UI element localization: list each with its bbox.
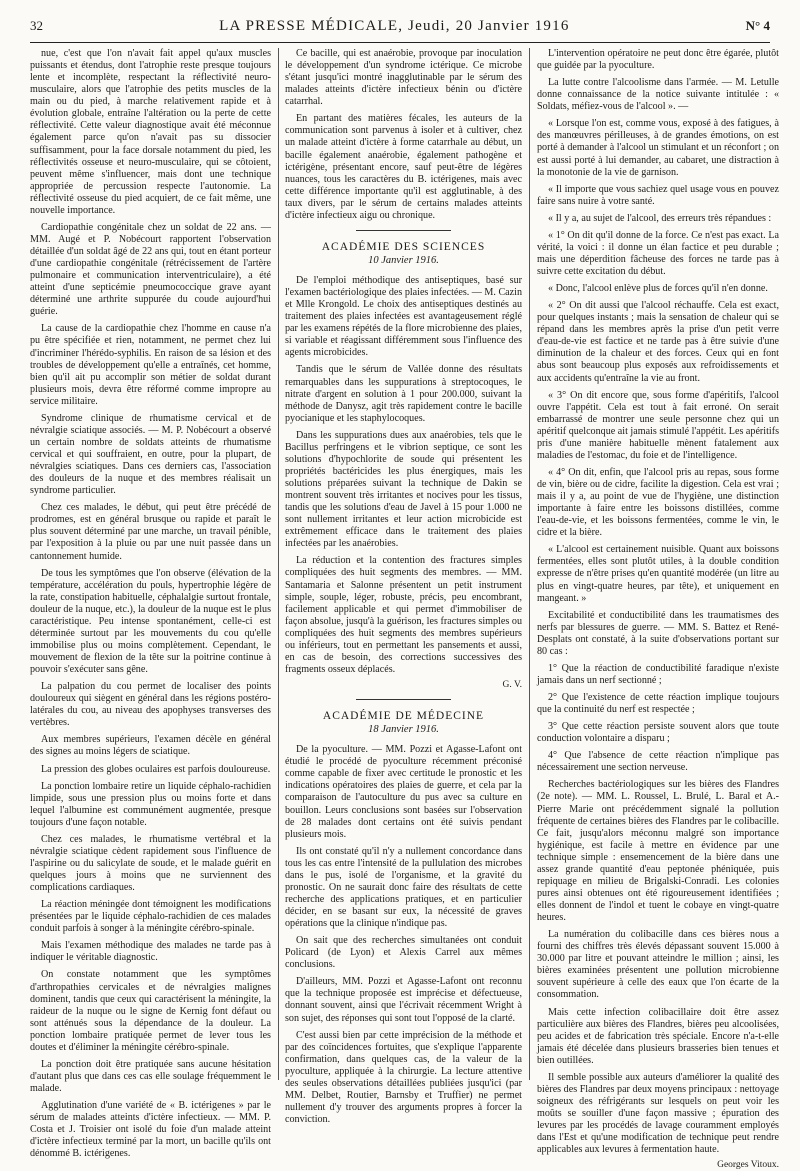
newspaper-title: LA PRESSE MÉDICALE, Jeudi, 20 Janvier 1916 xyxy=(219,18,570,34)
article-paragraph: Mais cette infection colibacillaire doit être assez particulière aux bières des Flandres, bières peu alcoolisées, peu acides et de fabrication très spéciale. Encore n'a-t-elle jamais été décelée dans plusieurs brasseries bien tenues et bien outillées. xyxy=(537,1006,779,1066)
article-paragraph: 4° Que l'absence de cette réaction n'implique pas nécessairement une section nerveuse. xyxy=(537,750,779,774)
article-paragraph: On constate notamment que les symptômes d'arthropathies cervicales et de névralgies malignes dominent, tandis que ceux qui caractérisent la méningite, la raideur de la nuque ou le signe de Kernig font défaut ou sont atténués sous la dépendance de la douleur. La ponction lombaire pratiquée permet de lever tous les doutes et d'éliminer la méningite cérébro-spinale. xyxy=(30,969,271,1053)
report-paragraph: De la pyoculture. — MM. Pozzi et Agasse-Lafont ont étudié le procédé de pyoculture récemment préconisé comme capable de fixer avec certitude le pronostic et les indications opératoires des plaies de guerre, et cela par la comparaison de l'autoculture du pus avec sa culture en bouillon. Leurs conclusions sont basées sur l'observation de 28 malades dont certains ont été suivis pendant plusieurs mois. xyxy=(285,744,522,840)
article-paragraph: Excitabilité et conductibilité dans les traumatismes des nerfs par blessures de guerre. — MM. S. Battez et René-Desplats ont constaté, à la suite d'observations portant sur 80 cas : xyxy=(537,609,779,657)
section-heading-sciences: ACADÉMIE DES SCIENCES xyxy=(321,240,486,253)
report-paragraph: D'ailleurs, MM. Pozzi et Agasse-Lafont ont reconnu que la technique proposée est imprécise et défectueuse, donnant souvent, ainsi que l'écrivait récemment Wright à son sujet, des réponses qui sont tout l'opposé de la clarté. xyxy=(285,976,522,1024)
article-paragraph: La ponction doit être pratiquée sans aucune hésitation d'autant plus que dans ces cas elle soulage fréquemment le malade. xyxy=(30,1058,271,1094)
column-2-continuation xyxy=(285,48,522,222)
medecine-reports xyxy=(285,744,522,1126)
article-paragraph: Il semble possible aux auteurs d'améliorer la qualité des bières des Flandres par deux moyens principaux : nettoyage soigneux des réfrigérants sur lesquels on peut voir les moûts se souiller d'une façon massive ; épuration des levures par les procédés de lavage couramment employés dans l'Est et qu'une modification de technique peut rendre applicables aux levures à fermentation haute. xyxy=(537,1071,779,1156)
article-paragraph: Ce bacille, qui est anaérobie, provoque par inoculation le développement d'un syndrome ictérique. Ce microbe s'étant jusqu'ici montré inagglutinable par le sérum des malades atteints d'ictère infectieux bénin ou d'ictère catarrhal. xyxy=(285,48,522,108)
article-paragraph: Agglutination d'une variété de « B. ictérigenes » par le sérum de malades atteints d'ictère infectieux. — MM. P. Costa et J. Troisier ont isolé du foie d'un malade atteint d'ictère infectieux terminé par la mort, un bacille qu'ils ont dénommé B. ictérigenes. xyxy=(30,1100,271,1160)
section-rule xyxy=(356,230,451,231)
report-paragraph: On sait que des recherches simultanées ont conduit Policard (de Lyon) et Alexis Carrel aux mêmes conclusions. xyxy=(285,935,522,971)
article-paragraph: « L'alcool est certainement nuisible. Quant aux boissons fermentées, elles sont plutôt utiles, à la double condition expresse de n'être prises qu'en quantité modérée (un litre au plus en vingt-quatre heures, par tête), et uniquement en mangeant. » xyxy=(537,544,779,604)
article-paragraph: 2° Que l'existence de cette réaction implique toujours que la continuité du nerf est respectée ; xyxy=(537,692,779,716)
article-paragraph: « 2° On dit aussi que l'alcool réchauffe. Cela est exact, pour quelques instants ; mais la sensation de chaleur qui se répand dans les membres après la prise d'un petit verre d'eau-de-vie est factice et ne tarde pas à être suivie d'une diminution de la chaleur et des forces. Ceux qui en font abus sont beaucoup plus exposés aux refroidissements et aux accidents qu'entraîne la vie au front. xyxy=(537,300,779,384)
article-paragraph: La cause de la cardiopathie chez l'homme en cause n'a pu être spécifiée et rien, notamment, ne permet chez lui d'incriminer l'hérédo-syphilis. En raison de sa lésion et des troubles de développement qu'elle a entraînés, cet homme, bien qu'il ait pu accomplir son métier de soldat durant plusieurs mois, devra être réformé comme impropre au service militaire. xyxy=(30,323,271,407)
section-date-sciences: 10 Janvier 1916. xyxy=(368,254,439,266)
author-signature: Georges Vitoux. xyxy=(717,1160,779,1171)
article-paragraph: Recherches bactériologiques sur les bières des Flandres (2e note). — MM. L. Roussel, L. Brulé, L. Baral et A.-Pierre Marie ont précédemment signalé la pollution fréquente de certaines bières des Flandres par le colibacille. Ce fait, jusqu'alors méconnu malgré son importance hygiénique, est facile à mettre en évidence par une technique simple : ensemencement de la bière dans une assez grande quantité d'eau peptonée phéniquée, puis repiquage en milieu de Brigalski-Conradi. Les colonies pures ainsi obtenues ont été rigoureusement identifiées ; elles donnent de l'indol et tuent le cobaye en vingt-quatre heures. xyxy=(537,779,779,924)
article-paragraph: « 4° On dit, enfin, que l'alcool pris au repas, sous forme de vin, bière ou de cidre, facilite la digestion. Cela est vrai ; mais il y a, au point de vue de l'hygiène, une distinction importante à faire entre les boissons distillées, comme l'eau-de-vie, et les boissons fermentées, comme le vin, le cidre et la bière. xyxy=(537,466,779,539)
article-paragraph: Mais l'examen méthodique des malades ne tarde pas à indiquer le véritable diagnostic. xyxy=(30,940,271,964)
article-paragraph: 1° Que la réaction de conductibilité faradique n'existe jamais dans un nerf sectionné ; xyxy=(537,662,779,686)
column-divider xyxy=(529,48,530,1080)
sciences-reports xyxy=(285,275,522,676)
article-paragraph: La lutte contre l'alcoolisme dans l'armée. — M. Letulle donne connaissance de la notice suivante intitulée : « Soldats, méfiez-vous de l'alcool ». — xyxy=(537,77,779,113)
article-paragraph: Aux membres supérieurs, l'examen décèle en général des signes au moins légers de sciatique. xyxy=(30,734,271,758)
section-rule xyxy=(356,699,451,700)
article-paragraph: La pression des globes oculaires est parfois douloureuse. xyxy=(41,763,271,775)
page-number: 32 xyxy=(30,18,43,33)
article-paragraph: « 3° On dit encore que, sous forme d'apéritifs, l'alcool ouvre l'appétit. Cela est tout à fait erroné. On serait embarrassé de montrer une seule personne chez qui un apéritif quelconque ait jamais stimulé l'appétit. Les apéritifs pris d'une manière habituelle mènent fatalement aux maladies de l'estomac, du foie et de l'intelligence. xyxy=(537,389,779,461)
column-3 xyxy=(537,48,779,1171)
section-heading-medecine: ACADÉMIE DE MÉDECINE xyxy=(322,710,485,723)
report-paragraph: De l'emploi méthodique des antiseptiques, basé sur l'examen bactériologique des plaies infectées. — M. Cazin et Mlle Krongold. Le choix des antiseptiques destinés au traitement des plaies infectées est avantageusement réglé par les examens répétés de la flore microbienne des plaies, si variable et réagissant différemment sous l'influence des agents microbicides. xyxy=(285,275,522,359)
signature-initials: G. V. xyxy=(502,680,522,690)
article-paragraph: Chez ces malades, le début, qui peut être précédé de prodromes, est en général brusque ou rapide et paraît le plus souvent déterminé par une marche, un travail pénible, par l'exposition à la pluie ou par une nuit passée dans un cantonnement humide. xyxy=(30,502,271,562)
article-paragraph: 3° Que cette réaction persiste souvent alors que toute conduction volontaire a disparu ; xyxy=(537,721,779,745)
article-paragraph: nue, c'est que l'on n'avait fait appel qu'aux muscles puissants et étendus, dont l'atrophie reste presque toujours lente et incomplète, respectant la réflectivité neuro-musculaire, alors que l'atrophie des petits muscles de la main ou du pied, à marche relativement rapide et à évolution globale, entraîne l'altération ou la perte de cette réflectivité. Cette valeur diagnostique avait été méconnue également parce qu'on n'avait pas su dissocier suffisamment, pour la face dorsale notamment du pied, les réflectivités osseuse et neuro-musculaire, qui se côtoient, peuvent même s'influencer, mais dont une technique appropriée de percussion respecte l'autonomie. La réflectivité osseuse du pied acquiert, de ce fait même, une nouvelle importance. xyxy=(30,48,271,216)
article-paragraph: La réaction méningée dont témoignent les modifications présentées par le liquide céphalo-rachidien de ces malades conduit parfois à songer à la méningite cérébro-spinale. xyxy=(30,899,271,935)
article-paragraph: « Lorsque l'on est, comme vous, exposé à des fatigues, à des manœuvres périlleuses, à de grandes émotions, on est porté à demander à l'alcool un stimulant et un réconfort ; on est aussi porté à lui demander, au cabaret, une distraction à la monotonie de la vie de garnison. xyxy=(537,118,779,178)
column-divider xyxy=(278,48,279,1080)
article-paragraph: Chez ces malades, le rhumatisme vertébral et la névralgie sciatique cèdent rapidement sous l'influence de l'aspirine ou du salicylate de soude, et le malade guérit en quelques jours à moins que ne surviennent des complications cardiaques. xyxy=(30,833,271,894)
column-3-body xyxy=(537,48,779,1156)
article-paragraph: « 1° On dit qu'il donne de la force. Ce n'est pas exact. La vérité, la voici : il donne un élan factice et peu durable ; mais une déperdition fâcheuse des forces ne tarde pas à suivre cette excitation du début. xyxy=(537,229,779,277)
article-paragraph: De tous les symptômes que l'on observe (élévation de la température, accélération du pouls, hypertrophie légère de la rate, constipation habituelle, céphalalgie surtout frontale, douleur de la nuque, etc.), la douleur de la nuque est le plus caractéristique. Peu intense spontanément, celle-ci est déterminée surtout par les mouvements du cou qu'elle immobilise plus ou moins complètement. Cependant, le mouvement de flexion de la tête sur la poitrine continue à pouvoir s'exécuter sans gêne. xyxy=(30,567,271,676)
section-date-medecine: 18 Janvier 1916. xyxy=(368,724,439,736)
article-paragraph: « Il y a, au sujet de l'alcool, des erreurs très répandues : xyxy=(548,212,772,224)
article-paragraph: La numération du colibacille dans ces bières nous a fourni des chiffres très élevés dépassant souvent 15.000 à 30.000 par litre et pouvant atteindre le million ; ainsi, les bières examinées présentent une pollution microbienne souvent supérieure à celle des eaux que l'on écarte de la consommation. xyxy=(537,929,779,1001)
report-paragraph: Ils ont constaté qu'il n'y a nullement concordance dans tous les cas entre l'intensité de la pullulation des microbes dans le pus, isolé de l'organisme, et la gravité du pronostic. On ne saurait donc faire des résultats de cette recherche des applications pratiques, et en particulier décider, en se basant sur eux, la nécessité de graves opérations que la clinique n'indique pas. xyxy=(285,845,522,930)
report-paragraph: C'est aussi bien par cette imprécision de la méthode et par des coïncidences fortuites, que s'explique l'apparente confirmation, dans quelques cas, de la valeur de la pyoculture, appliquée à la chirurgie. La lecture attentive des seules observations détaillées publiées jusqu'ici (par MM. Delbet, Routier, Barnsby et Truffier) ne permet nullement d'y trouver des arguments propres à forcer la conviction. xyxy=(285,1029,522,1125)
page-header xyxy=(30,18,770,43)
report-paragraph: Tandis que le sérum de Vallée donne des résultats remarquables dans les suppurations à streptocoques, le nitrate d'argent en solution à 1 pour 200.000, suivant la méthode de Danysz, agit très rapidement contre le bacille pyocianique et les staphylocoques. xyxy=(285,364,522,424)
article-paragraph: L'intervention opératoire ne peut donc être égarée, plutôt que guidée par la pyoculture. xyxy=(537,48,779,72)
article-paragraph: La ponction lombaire retire un liquide céphalo-rachidien limpide, sous une pression plus ou moins forte et dans lequel l'albumine est communément augmentée, presque toujours d'une façon notable. xyxy=(30,780,271,828)
article-paragraph: « Il importe que vous sachiez quel usage vous en pouvez faire sans nuire à votre santé. xyxy=(537,183,779,207)
issue-number: N° 4 xyxy=(745,18,770,33)
article-paragraph: Cardiopathie congénitale chez un soldat de 22 ans. — MM. Augé et P. Nobécourt rapportent l'observation détaillée d'un soldat âgé de 22 ans qui, tout en étant porteur d'une cardiopathie congénitale (rétrécissement de l'artère pulmonaire et communication interventriculaire), a été atteint d'une septicémie pneumococcique grave ayant déterminé une arthrite suppurée du coude aujourd'hui guérie. xyxy=(30,221,271,318)
column-2 xyxy=(285,48,522,1125)
article-paragraph: En partant des matières fécales, les auteurs de la communication sont parvenus à isoler et à cultiver, chez un malade atteint d'ictère à forme catarrhale au début, un bacille également anaérobie, également pathogène et ictérigène, présentant encore, sauf peut-être de légères nuances, tous les caractères du B. ictérigenes, mais avec cette différence importante qu'il est agglutinable, à des taux divers, par le sérum de certains malades atteints d'ictère infectieux aigu ou chronique. xyxy=(285,113,522,221)
report-paragraph: La réduction et la contention des fractures simples compliquées des huit segments des membres. — MM. Santamaria et Salonne présentent un petit instrument simple, souple, léger, robuste, précis, peu encombrant, facilement applicable et qui permet d'immobiliser de façon absolue, jusqu'à la guérison, les fractures simples ou compliquées des huit segments des membres supérieurs ou inférieurs, tout en permettant les pansements et aussi, en cas de besoin, des corrections successives des fragments osseux déplacés. xyxy=(285,555,522,675)
column-1 xyxy=(30,48,271,1160)
article-paragraph: Syndrome clinique de rhumatisme cervical et de névralgie sciatique associés. — M. P. Nobécourt a observé un certain nombre de soldats atteints de rhumatisme cervical et qui souffraient, en outre, pour la plupart, de névralgies sciatiques. Dans ces derniers cas, l'association des douleurs de la nuque et des membres réalisait un syndrome particulier. xyxy=(30,412,271,497)
article-paragraph: « Donc, l'alcool enlève plus de forces qu'il n'en donne. xyxy=(548,283,768,295)
article-paragraph: La palpation du cou permet de localiser des points douloureux qui siègent en général dans les régions postéro-latérales du cou, au niveau des apophyses transverses des vertèbres. xyxy=(30,681,271,729)
report-paragraph: Dans les suppurations dues aux anaérobies, tels que le Bacillus perfringens et le vibrion septique, ce sont les solutions d'hypochlorite de soude qui présentent les propriétés bactéricides les plus énergiques, mais les solutions préparées suivant la technique de Dakin se montrent souvent très irritantes et nocives pour les tissus, tandis que les solutions d'eau de Javel à 15 pour 1.000 ne sont nullement irritantes et leur action microbicide est extrêmement efficace dans le traitement des plaies infectées par les anaérobies. xyxy=(285,429,522,550)
